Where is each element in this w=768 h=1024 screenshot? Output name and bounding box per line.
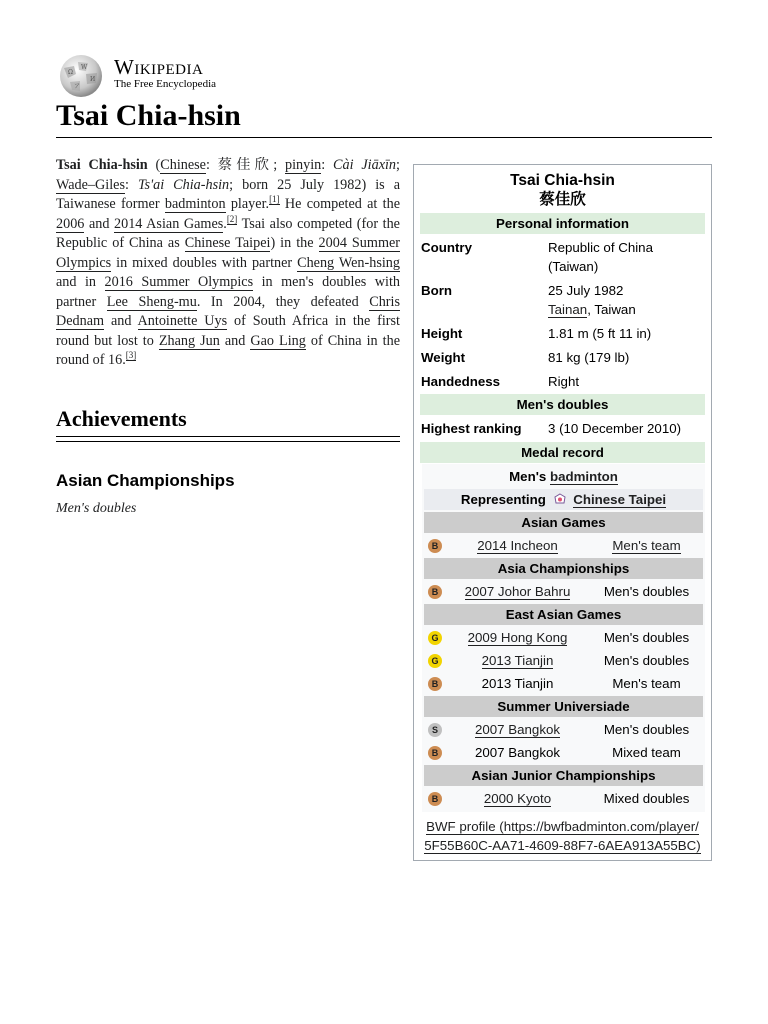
- text: and in: [56, 274, 105, 290]
- link-tainan[interactable]: Tainan: [548, 302, 588, 317]
- bronze-medal-icon: B: [428, 746, 442, 760]
- svg-text:W: W: [81, 64, 88, 71]
- medal-category: Men's doubles: [603, 630, 690, 645]
- link-chinese-taipei[interactable]: Chinese Taipei: [184, 235, 271, 251]
- link-2000-kyoto[interactable]: 2000 Kyoto: [483, 791, 552, 806]
- medal-row: [424, 581, 703, 602]
- text: ) in the: [270, 235, 319, 251]
- medal-row: [424, 719, 703, 740]
- born-label: Born: [421, 283, 453, 298]
- personal-information-header: Personal information: [420, 213, 705, 234]
- silver-medal-icon: S: [428, 723, 442, 737]
- born-place: [548, 300, 698, 319]
- medal-category: Mixed team: [612, 745, 681, 760]
- sport-row: [424, 466, 703, 487]
- bwf-profile-line2: 5F55B60C-AA71-4609-88F7-6AEA913A55BC): [424, 838, 701, 853]
- medal-event: [450, 581, 585, 602]
- gold-medal-icon: G: [428, 654, 442, 668]
- text: ;: [396, 157, 400, 173]
- wordmark-name: Wikipedia: [114, 55, 204, 79]
- title-divider: [56, 137, 712, 138]
- text: He competed at the: [279, 196, 401, 212]
- link-pinyin[interactable]: pinyin: [284, 157, 322, 173]
- medal-event: 2007 Bangkok: [474, 745, 561, 760]
- text: :: [321, 157, 334, 173]
- text: :: [205, 157, 218, 173]
- text: . In 2004, they defeated: [196, 293, 370, 310]
- asian-championships-heading: Asian Championships: [56, 471, 235, 490]
- country-label: Country: [421, 240, 472, 255]
- section-asian-games: Asian Games: [424, 512, 703, 533]
- medal-row: [424, 742, 703, 763]
- chinese-taipei-flag-icon: [553, 493, 567, 505]
- medal-event: [450, 788, 585, 809]
- born-place-rest: , Taiwan: [587, 302, 636, 317]
- link-chris-dednam[interactable]: Chris Dednam: [56, 293, 400, 329]
- medal-category: Men's doubles: [603, 722, 690, 737]
- medal-table: [422, 464, 705, 812]
- pinyin-name: Cài Jiāxīn: [333, 157, 397, 173]
- link-2007-bangkok[interactable]: 2007 Bangkok: [474, 722, 561, 737]
- medal-event: [450, 535, 585, 556]
- svg-text:И: И: [90, 76, 96, 83]
- section-divider: [56, 441, 400, 442]
- subject-name: Tsai Chia-hsin: [56, 157, 148, 173]
- svg-text:Ω: Ω: [68, 69, 73, 76]
- text: Tsai also competed (for the Republic of China as: [56, 215, 400, 251]
- weight-value: 81 kg (179 lb): [548, 350, 630, 365]
- medal-event: [450, 627, 585, 648]
- born-date: 25 July 1982: [548, 283, 624, 298]
- infobox: [413, 164, 712, 861]
- medal-category: Mixed doubles: [603, 791, 690, 806]
- link-chinese-taipei-team[interactable]: Chinese Taipei: [573, 492, 667, 507]
- medal-row: [424, 788, 703, 809]
- link-2009-hong-kong[interactable]: 2009 Hong Kong: [467, 630, 568, 645]
- link-gao-ling[interactable]: Gao Ling: [250, 332, 306, 349]
- infobox-title: [414, 171, 711, 209]
- reference-2[interactable]: [2]: [226, 213, 238, 224]
- text: and: [104, 313, 138, 329]
- wikipedia-globe-icon[interactable]: [56, 54, 106, 98]
- link-2013-tianjin[interactable]: 2013 Tianjin: [481, 653, 554, 668]
- medal-event: [450, 719, 585, 740]
- highest-ranking-value: 3 (10 December 2010): [548, 421, 682, 436]
- link-chinese[interactable]: Chinese: [160, 157, 206, 173]
- text: in men's doubles with partner: [56, 274, 400, 310]
- text: and: [84, 215, 115, 232]
- link-bwf-profile[interactable]: [424, 819, 700, 854]
- text: ;: [273, 157, 285, 173]
- link-cheng-wen-hsing[interactable]: Cheng Wen-hsing: [297, 254, 400, 271]
- text: (: [147, 157, 161, 173]
- link-2014-asian-games[interactable]: 2014 Asian Games: [114, 215, 224, 232]
- medal-row: [424, 673, 703, 694]
- bwf-profile-line1: BWF profile (https://bwfbadminton.com/player/: [426, 819, 699, 834]
- bronze-medal-icon: B: [428, 792, 442, 806]
- handedness-label: Handedness: [421, 374, 501, 389]
- link-badminton-sport[interactable]: badminton: [549, 469, 618, 484]
- link-2014-incheon[interactable]: 2014 Incheon: [477, 538, 558, 553]
- representing-row: [424, 489, 703, 510]
- text: and: [219, 332, 251, 349]
- bronze-medal-icon: B: [428, 585, 442, 599]
- link-2006[interactable]: 2006: [56, 215, 85, 232]
- text: ; born 25 July 1982) is a Taiwanese former: [56, 176, 400, 212]
- wikipedia-wordmark[interactable]: [114, 56, 216, 90]
- sport-prefix: Men's: [509, 469, 550, 484]
- gold-medal-icon: G: [428, 631, 442, 645]
- infobox-title-name: Tsai Chia-hsin: [510, 172, 615, 189]
- section-east-asian-games: East Asian Games: [424, 604, 703, 625]
- chinese-name: 蔡佳欣: [217, 157, 274, 173]
- infobox-title-native: 蔡佳欣: [539, 190, 586, 208]
- highest-ranking-label: Highest ranking: [421, 421, 522, 436]
- link-antoinette-uys[interactable]: Antoinette Uys: [137, 313, 228, 329]
- medal-category: Men's doubles: [603, 653, 690, 668]
- text: :: [124, 176, 138, 193]
- bronze-medal-icon: B: [428, 539, 442, 553]
- mens-doubles-header: Men's doubles: [420, 394, 705, 415]
- link-mens-team[interactable]: Men's team: [612, 538, 681, 553]
- section-summer-universiade: Summer Universiade: [424, 696, 703, 717]
- mens-doubles-subtitle: Men's doubles: [56, 501, 137, 516]
- text: of South Africa in the first round but lost to: [56, 313, 400, 349]
- link-lee-sheng-mu[interactable]: Lee Sheng-mu: [106, 293, 197, 310]
- bwf-profile-footer: [414, 817, 711, 855]
- height-label: Height: [421, 326, 463, 341]
- lead-paragraph: [56, 156, 400, 371]
- wade-giles-name: Ts'ai Chia-hsin: [137, 176, 230, 193]
- medal-row: [424, 650, 703, 671]
- text: .: [223, 215, 227, 232]
- page-title: Tsai Chia-hsin: [56, 99, 241, 132]
- link-wade-giles[interactable]: Wade–Giles: [56, 176, 125, 193]
- medal-category: Men's team: [612, 676, 681, 691]
- link-2004-olympics[interactable]: 2004 Summer Olympics: [56, 235, 400, 271]
- medal-row: [424, 627, 703, 648]
- section-asian-junior-championships: Asian Junior Championships: [424, 765, 703, 786]
- svg-text:ア: ア: [74, 83, 81, 90]
- section-divider: [56, 436, 400, 437]
- representing-label: Representing: [460, 492, 546, 507]
- text: in mixed doubles with partner: [111, 254, 298, 271]
- section-asia-championships: Asia Championships: [424, 558, 703, 579]
- medal-category: [590, 535, 703, 556]
- medal-row: [424, 535, 703, 556]
- wordmark-tagline: The Free Encyclopedia: [114, 78, 217, 90]
- bronze-medal-icon: B: [428, 677, 442, 691]
- height-value: 1.81 m (5 ft 11 in): [548, 326, 652, 341]
- medal-event: [450, 650, 585, 671]
- country-value: Republic of China (Taiwan): [548, 240, 653, 274]
- reference-3[interactable]: [3]: [125, 350, 137, 361]
- text: of China in the round of 16.: [56, 332, 400, 368]
- reference-1[interactable]: [1]: [269, 194, 280, 205]
- achievements-heading: Achievements: [56, 406, 187, 431]
- medal-record-header: Medal record: [420, 442, 705, 463]
- weight-label: Weight: [421, 350, 466, 365]
- link-badminton[interactable]: badminton: [164, 196, 226, 212]
- medal-category: Men's doubles: [603, 584, 690, 599]
- medal-event: 2013 Tianjin: [481, 676, 554, 691]
- handedness-value: Right: [548, 374, 580, 389]
- text: player.: [225, 196, 270, 212]
- born-value: [548, 281, 698, 319]
- link-zhang-jun[interactable]: Zhang Jun: [158, 332, 220, 349]
- link-2016-olympics[interactable]: 2016 Summer Olympics: [104, 274, 254, 290]
- link-2007-johor-bahru[interactable]: 2007 Johor Bahru: [464, 584, 571, 599]
